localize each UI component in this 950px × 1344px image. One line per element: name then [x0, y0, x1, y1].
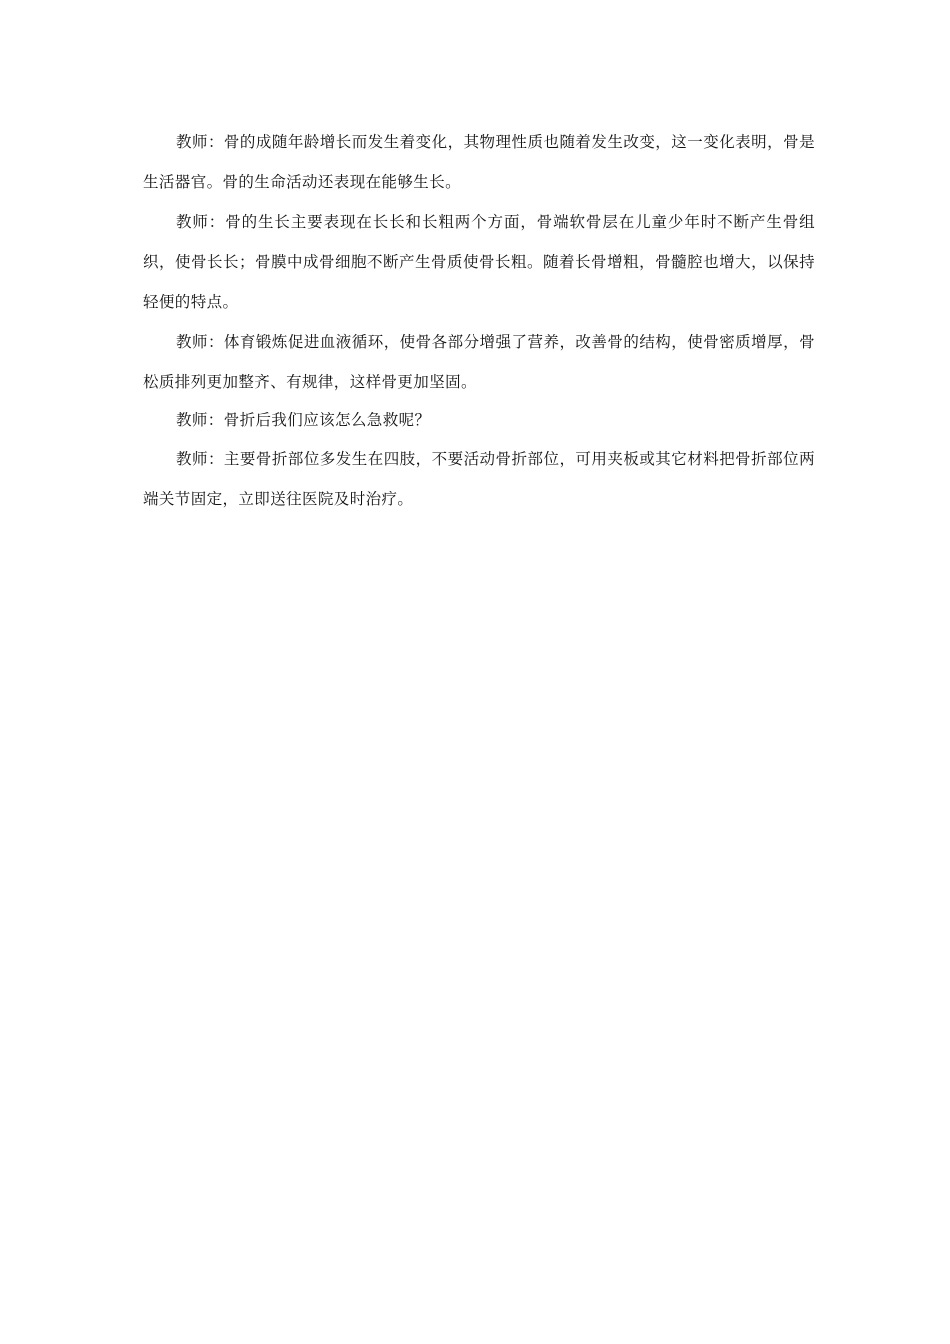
- paragraph-fracture-question: 教师：骨折后我们应该怎么急救呢？: [176, 411, 431, 429]
- paragraph-fracture-first-aid: 教师：主要骨折部位多发生在四肢，不要活动骨折部位，可用夹板或其它材料把骨折部位两端关节固定，立即送往医院及时治疗。: [143, 450, 815, 508]
- paragraph-bone-change: 教师：骨的成随年龄增长而发生着变化，其物理性质也随着发生改变，这一变化表明，骨是生活器官。骨的生命活动还表现在能够生长。: [143, 133, 815, 191]
- paragraph-exercise: 教师：体育锻炼促进血液循环，使骨各部分增强了营养，改善骨的结构，使骨密质增厚，骨松质排列更加整齐、有规律，这样骨更加坚固。: [143, 333, 815, 391]
- document-body: [143, 122, 815, 519]
- paragraph-bone-growth: 教师：骨的生长主要表现在长长和长粗两个方面，骨端软骨层在儿童少年时不断产生骨组织，使骨长长；骨膜中成骨细胞不断产生骨质使骨长粗。随着长骨增粗，骨髓腔也增大，以保持轻便的特点。: [143, 213, 815, 311]
